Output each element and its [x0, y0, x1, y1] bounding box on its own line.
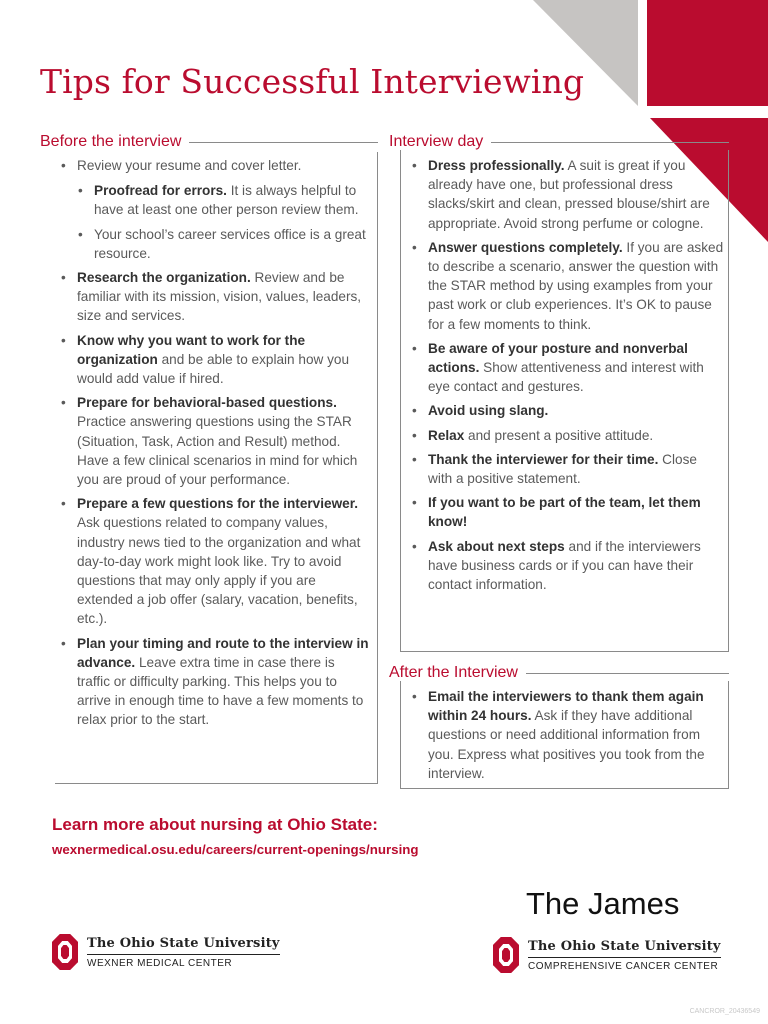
item-bold-lead: Relax [428, 427, 465, 443]
item-bold-lead: Email the interviewers to thank them again within 24 hours. [428, 689, 704, 724]
item-text: Leave extra time in case there is traffic or difficulty parking. This helps you to arrive in enough time to have a few moments to relax prior to the start. [77, 654, 364, 728]
item-bold-lead: Answer questions completely. [428, 239, 623, 255]
list-item [55, 494, 371, 628]
list-item [406, 426, 724, 445]
item-text: and be able to explain how you would add value if hired. [77, 351, 350, 387]
item-text: and if the interviewers have business cards or if you can have their contact information. [428, 538, 701, 593]
item-bold-lead: If you want to be part of the team, let them know! [428, 495, 701, 530]
item-bold-lead: Research the organization. [77, 270, 251, 286]
item-text: Show attentiveness and interest with eye contact and gestures. [428, 360, 704, 395]
heading-rule [491, 142, 729, 143]
item-text: Your school’s career services office is a great resource. [94, 226, 366, 261]
section-label-after: After the Interview [389, 664, 526, 682]
list-item [77, 181, 371, 219]
list-item [406, 339, 724, 397]
item-bold-lead: Avoid using slang. [428, 403, 549, 419]
page-title: Tips for Successful Interviewing [40, 62, 585, 101]
list-item [55, 331, 371, 389]
item-bold-lead: Proofread for errors. [94, 183, 227, 199]
item-bold-lead: Be aware of your posture and nonverbal actions. [428, 340, 688, 376]
item-text: Practice answering questions using the STAR (Situation, Task, Action and Result) method. Have a few clinical scenarios in mind for which you are proud of your performance. [77, 414, 358, 488]
item-text: A suit is great if you already have one, but professional dress slacks/skirt and clean, pressed blouse/shirt are appropriate. Avoid strong perfume or cologne. [428, 158, 710, 231]
item-bold-lead: Thank the interviewer for their time. [428, 451, 659, 467]
item-text: Review your resume and cover letter. [77, 158, 302, 173]
osu-wexner-logo [52, 934, 280, 970]
section-heading-after [389, 664, 729, 682]
heading-rule [189, 142, 378, 143]
block-o-icon [493, 937, 519, 973]
list-item [406, 156, 724, 233]
interview-day-list [406, 156, 724, 599]
after-interview-list [406, 687, 724, 788]
osu-james-logo [493, 937, 721, 973]
list-item [406, 493, 724, 531]
item-bold-lead: Dress professionally. [428, 158, 565, 173]
item-text: If you are asked to describe a scenario, answer the question with the STAR method by using examples from your past work or club experiences. It’s OK to pause for a few moments to think. [428, 239, 724, 332]
logo-unit-name: WEXNER MEDICAL CENTER [87, 957, 233, 969]
item-bold-lead: Plan your timing and route to the interview in advance. [77, 635, 369, 670]
careers-link[interactable]: wexnermedical.osu.edu/careers/current-openings/nursing [52, 842, 419, 857]
learn-more-heading: Learn more about nursing at Ohio State: [52, 815, 378, 834]
item-text: Ask questions related to company values, industry news tied to the organization and what day-to-day work might look like. Try to avoid questions that may only apply if you are extended a job offer (salary, vacation, benefits, etc.). [77, 515, 361, 627]
section-label-interview-day: Interview day [389, 133, 491, 151]
the-james-wordmark: The James [526, 886, 680, 921]
section-heading-before [40, 133, 378, 151]
item-bold-lead: Ask about next steps [428, 538, 565, 554]
item-bold-lead: Know why you want to work for the organization [77, 332, 306, 367]
item-bold-lead: Prepare for behavioral-based questions. [77, 395, 337, 411]
list-item [406, 238, 724, 334]
logo-university-name: The Ohio State University [528, 939, 721, 958]
decorative-red-rectangle [647, 0, 768, 106]
list-item [55, 634, 371, 730]
item-text: It is always helpful to have at least one other person review them. [94, 183, 359, 218]
item-text: Close with a positive statement. [428, 451, 697, 487]
list-item [55, 156, 371, 263]
item-text: and present a positive attitude. [464, 427, 654, 443]
heading-rule [526, 673, 729, 674]
list-item [406, 687, 724, 783]
logo-university-name: The Ohio State University [87, 936, 280, 955]
list-item [55, 268, 371, 326]
logo-unit-name: COMPREHENSIVE CANCER CENTER [528, 960, 719, 972]
before-interview-list [55, 156, 371, 735]
item-text: Ask if they have additional questions or need additional information from you. Express what positives you took from the interview. [428, 708, 705, 781]
section-label-before: Before the interview [40, 133, 189, 151]
list-item [406, 450, 724, 488]
block-o-icon [52, 934, 78, 970]
list-item [77, 225, 371, 263]
item-bold-lead: Prepare a few questions for the interviewer. [77, 496, 359, 512]
document-code: CANCROR_20436549 [689, 1008, 760, 1015]
sub-list [77, 181, 371, 263]
list-item [406, 537, 724, 595]
list-item [55, 393, 371, 489]
list-item [406, 401, 724, 420]
item-text: Review and be familiar with its mission, vision, values, leaders, size and services. [77, 270, 362, 324]
section-heading-interview-day [389, 133, 729, 151]
